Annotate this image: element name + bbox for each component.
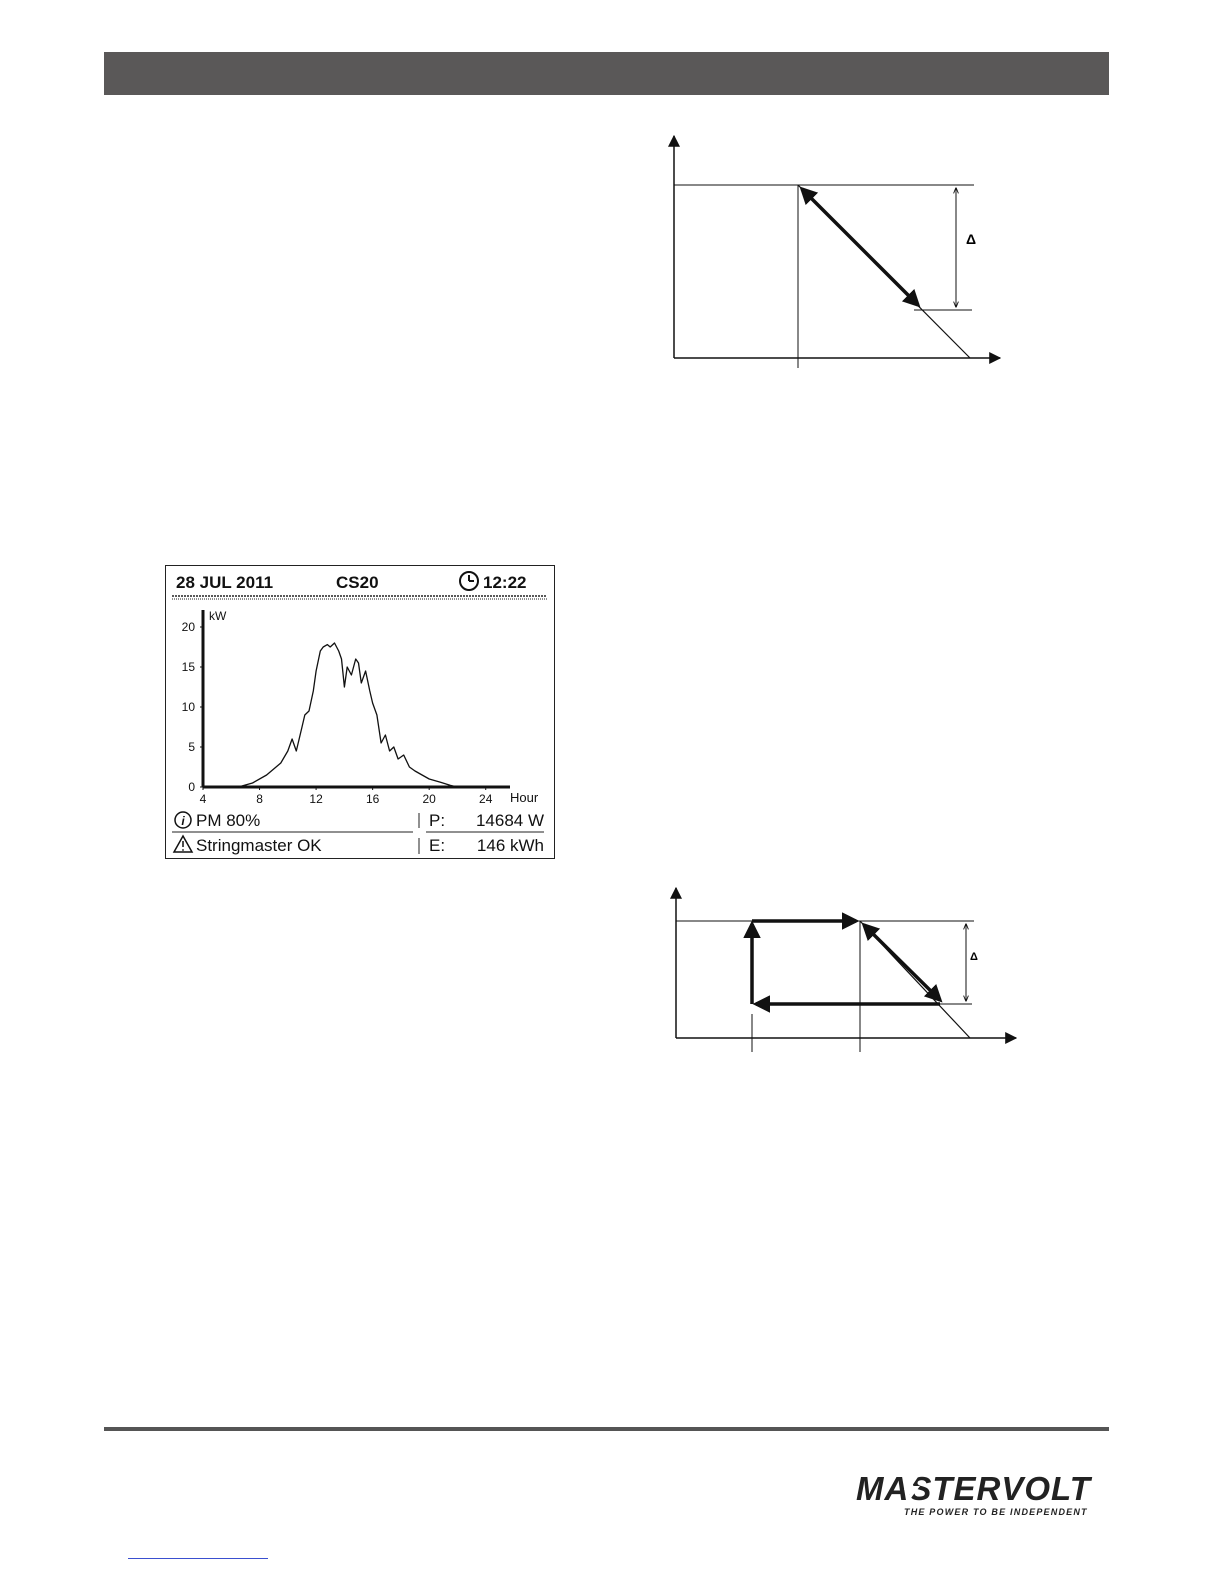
warning-text: Stringmaster OK xyxy=(196,836,322,855)
y-tick-label: 0 xyxy=(188,780,195,794)
energy-value: 146 kWh xyxy=(476,836,544,855)
energy-label: E: xyxy=(429,836,446,855)
y-tick-label: 10 xyxy=(181,700,195,714)
lcd-date: 28 JUL 2011 xyxy=(176,573,274,592)
hyst-arrow-diagonal xyxy=(864,925,940,1000)
diagram-hysteresis xyxy=(664,884,1024,1064)
x-tick-label: 8 xyxy=(256,792,263,806)
y-tick-label: 20 xyxy=(181,620,195,634)
power-chart xyxy=(182,609,539,806)
footer-line xyxy=(104,1427,1109,1431)
svg-text:THE POWER TO BE INDEPENDENT: THE POWER TO BE INDEPENDENT xyxy=(904,1507,1088,1517)
info-icon xyxy=(175,812,191,828)
diagram-droop xyxy=(660,130,1020,380)
x-tick-label: 4 xyxy=(199,792,207,806)
lcd-time: 12:22 xyxy=(483,573,527,592)
x-tick-label: 12 xyxy=(309,792,323,806)
warning-icon xyxy=(174,836,192,852)
delta-label: Δ xyxy=(966,231,977,247)
x-axis-label: Hour xyxy=(510,790,539,805)
link-underline xyxy=(128,1558,268,1559)
power-label: P: xyxy=(429,811,446,830)
x-tick-label: 16 xyxy=(365,792,380,806)
series-line-power xyxy=(238,643,457,787)
info-text: PM 80% xyxy=(196,811,261,830)
x-tick-label: 24 xyxy=(479,792,493,806)
mastervolt-logo xyxy=(852,1470,1112,1520)
x-tick-label: 20 xyxy=(422,792,436,806)
lcd-canvas xyxy=(166,566,554,858)
droop-double-arrow xyxy=(802,189,918,305)
lcd-screen xyxy=(165,565,555,859)
svg-text:i: i xyxy=(181,814,185,828)
y-axis-label: kW xyxy=(209,609,227,623)
y-tick-label: 5 xyxy=(188,740,195,754)
header-bar xyxy=(104,52,1109,95)
clock-icon xyxy=(460,572,478,590)
lcd-device: CS20 xyxy=(336,573,379,592)
power-value: 14684 W xyxy=(475,811,544,830)
delta-label: Δ xyxy=(970,951,978,963)
y-tick-label: 15 xyxy=(181,660,195,674)
svg-text:MASTERVOLT: MASTERVOLT xyxy=(856,1470,1091,1507)
